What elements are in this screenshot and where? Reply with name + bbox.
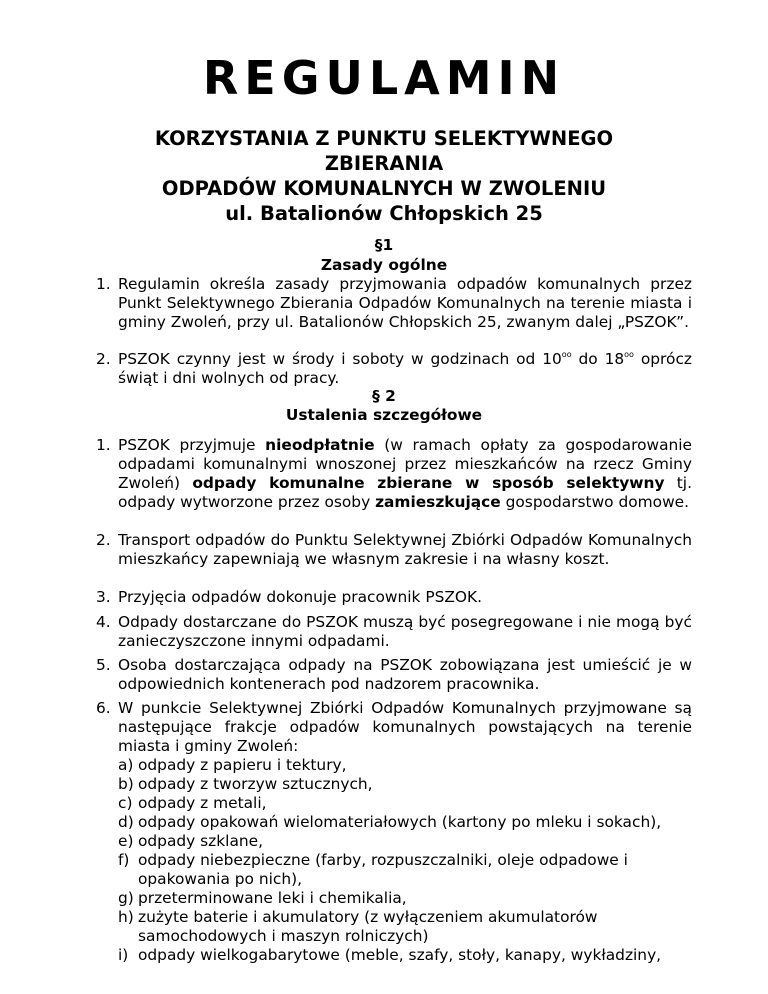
list-item xyxy=(118,756,692,775)
list-letter: g) xyxy=(118,889,134,907)
text-part: PSZOK przyjmuje xyxy=(118,436,266,454)
item-number: 5. xyxy=(96,656,111,674)
item-number: 1. xyxy=(96,275,111,293)
item-number: 3. xyxy=(96,588,111,606)
item-number: 4. xyxy=(96,613,111,631)
section-2-item-3 xyxy=(96,588,692,607)
section-2-item-5 xyxy=(96,656,692,694)
bold-text: zamieszkujące xyxy=(375,493,501,511)
item-text xyxy=(118,436,692,512)
section-2-item-6 xyxy=(96,699,692,965)
item-text: Odpady dostarczane do PSZOK muszą być posegregowane i nie mogą być zanieczyszczone innymi odpadami. xyxy=(118,613,692,650)
section-1-symbol: §1 xyxy=(374,236,394,254)
list-letter: h) xyxy=(118,908,134,926)
item-text: Przyjęcia odpadów dokonuje pracownik PSZOK. xyxy=(118,588,483,606)
list-item-text: odpady szklane, xyxy=(138,832,263,850)
list-item-text: odpady z tworzyw sztucznych, xyxy=(138,775,373,793)
section-2-item-4 xyxy=(96,613,692,651)
text-part: tj. odpady wytworzone przez osoby xyxy=(118,474,692,511)
list-item-text: odpady z papieru i tektury, xyxy=(138,756,347,774)
item-text: Osoba dostarczająca odpady na PSZOK zobowiązana jest umieścić je w odpowiednich kontenerach pod nadzorem pracownika. xyxy=(118,656,692,693)
subtitle-line-3: ODPADÓW KOMUNALNYCH W ZWOLENIU xyxy=(161,177,607,200)
list-item-text: zużyte baterie i akumulatory (z wyłączeniem akumulatorów samochodowych i maszyn rolniczych) xyxy=(138,908,598,945)
list-letter: i) xyxy=(118,946,129,964)
list-item xyxy=(118,775,692,794)
list-letter: f) xyxy=(118,851,130,869)
subtitle-line-2: ZBIERANIA xyxy=(324,152,444,175)
list-item-text: przeterminowane leki i chemikalia, xyxy=(138,889,407,907)
text-part: (w ramach opłaty za gospodarowanie odpadami komunalnymi wnoszonej przez mieszkańców na rzecz Gminy Zwoleń) xyxy=(118,436,693,492)
list-item-text: odpady z metali, xyxy=(138,794,267,812)
list-item xyxy=(118,832,692,851)
section-2-symbol: § 2 xyxy=(372,387,396,405)
section-1-heading: Zasady ogólne xyxy=(320,256,448,274)
section-2-item-1 xyxy=(96,436,692,512)
item-text: W punkcie Selektywnej Zbiórki Odpadów Komunalnych przyjmowane są następujące frakcje odpadów komunalnych powstających na terenie miasta i gminy Zwoleń: xyxy=(118,699,692,755)
item-number: 1. xyxy=(96,436,111,454)
list-item-text: odpady opakowań wielomateriałowych (kartony po mleku i sokach), xyxy=(138,813,662,831)
document-title: REGULAMIN xyxy=(202,51,566,105)
list-item-text: odpady wielkogabarytowe (meble, szafy, stoły, kanapy, wykładziny, xyxy=(138,946,662,964)
list-letter: a) xyxy=(118,756,134,774)
list-item xyxy=(118,794,692,813)
list-letter: e) xyxy=(118,832,134,850)
subtitle-line-1: KORZYSTANIA Z PUNKTU SELEKTYWNEGO xyxy=(154,127,614,150)
subtitle-line-4: ul. Batalionów Chłopskich 25 xyxy=(225,202,543,225)
list-item xyxy=(118,813,692,832)
waste-fractions-list xyxy=(118,756,692,965)
section-1-item-1 xyxy=(96,275,692,332)
list-item xyxy=(118,908,692,946)
section-2-item-2 xyxy=(96,531,692,569)
bold-text: odpady komunalne zbierane w sposób selektywny xyxy=(192,474,665,492)
text-part: oprócz świąt i dni wolnych od pracy. xyxy=(118,350,692,387)
list-item xyxy=(118,946,692,965)
text-part: gospodarstwo domowe. xyxy=(500,493,690,511)
list-letter: b) xyxy=(118,775,134,793)
superscript: oo xyxy=(561,350,572,359)
list-item xyxy=(118,851,692,889)
item-number: 2. xyxy=(96,531,111,549)
list-letter: c) xyxy=(118,794,133,812)
bold-text: nieodpłatnie xyxy=(265,436,375,454)
item-number: 6. xyxy=(96,699,111,717)
superscript: oo xyxy=(624,350,634,359)
item-text xyxy=(118,350,692,388)
section-1-item-2 xyxy=(96,350,692,388)
item-number: 2. xyxy=(96,350,111,368)
text-part: do 18 xyxy=(571,350,625,368)
item-text: Regulamin określa zasady przyjmowania odpadów komunalnych przez Punkt Selektywnego Zbierania Odpadów Komunalnych na terenie miasta i gminy Zwoleń, przy ul. Batalionów Chłopskich 25, zwanym dalej „PSZOK”. xyxy=(118,275,692,331)
list-item xyxy=(118,889,692,908)
list-letter: d) xyxy=(118,813,134,831)
section-2-heading: Ustalenia szczegółowe xyxy=(285,406,483,424)
item-text: Transport odpadów do Punktu Selektywnej Zbiórki Odpadów Komunalnych mieszkańcy zapewniają we własnym zakresie i na własny koszt. xyxy=(118,531,692,568)
list-item-text: odpady niebezpieczne (farby, rozpuszczalniki, oleje odpadowe i opakowania po nich), xyxy=(138,851,628,888)
document-subtitle xyxy=(100,126,668,226)
text-part: PSZOK czynny jest w środy i soboty w godzinach od 10 xyxy=(118,350,562,368)
